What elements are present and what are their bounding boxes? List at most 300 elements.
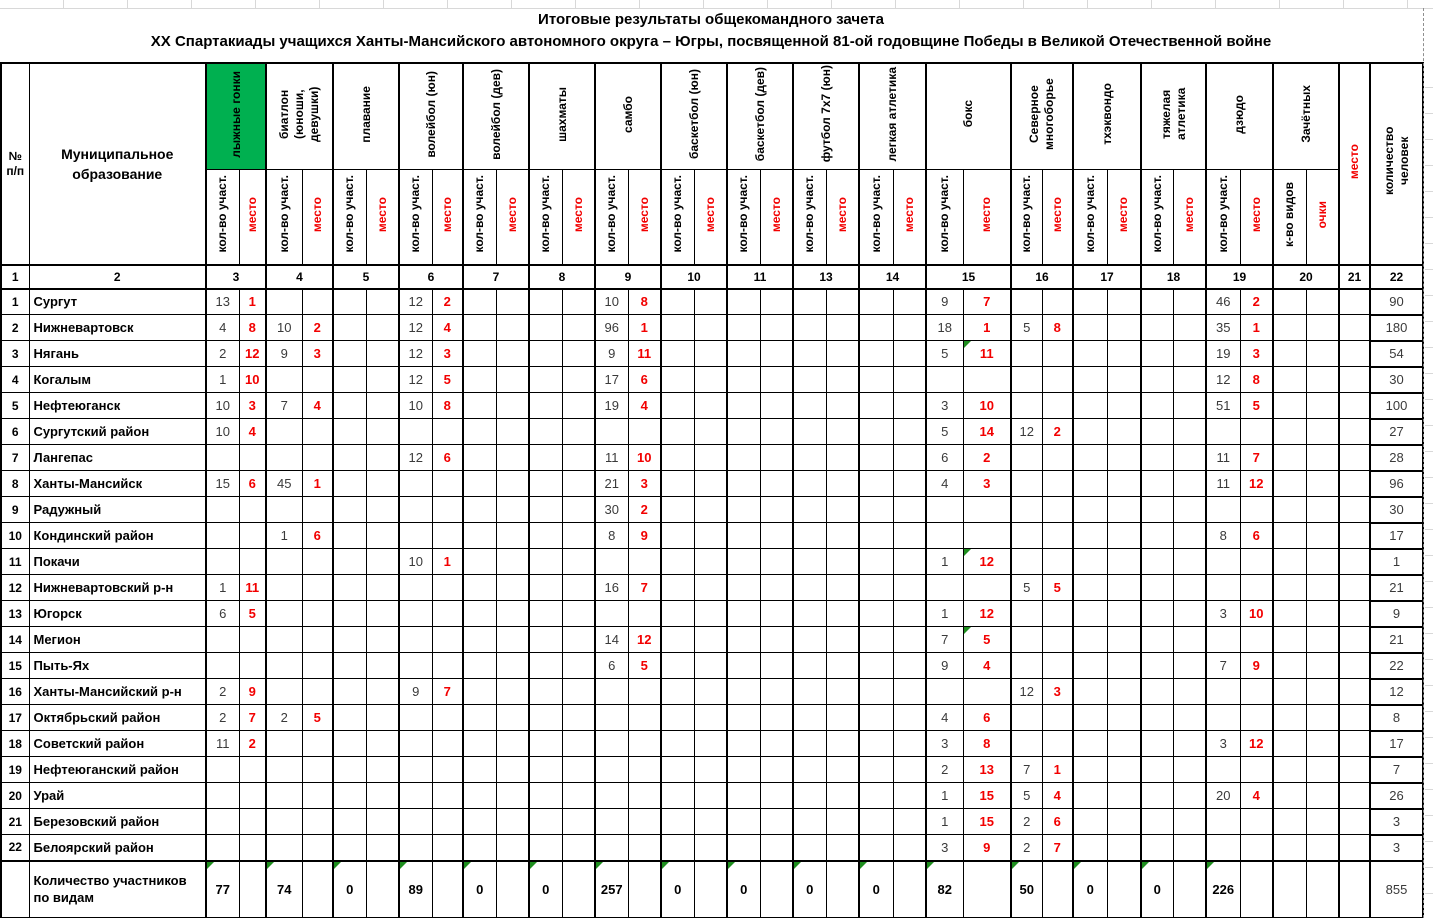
place-cell-swim[interactable] bbox=[366, 445, 399, 471]
count-cell-athletics[interactable] bbox=[859, 315, 893, 341]
count-cell-taekwondo[interactable] bbox=[1073, 549, 1107, 575]
sport-header-north[interactable] bbox=[1011, 63, 1073, 170]
place-cell-biathlon[interactable] bbox=[302, 809, 333, 835]
count-cell-box[interactable] bbox=[926, 471, 963, 497]
zachet-vidov-cell[interactable] bbox=[1273, 471, 1306, 497]
count-cell-ski[interactable] bbox=[206, 523, 239, 549]
count-cell-swim[interactable] bbox=[333, 757, 366, 783]
place-cell-athletics[interactable] bbox=[893, 341, 926, 367]
place-cell-north[interactable] bbox=[1042, 523, 1073, 549]
place-cell-box[interactable] bbox=[963, 601, 1011, 627]
sport-header-volley_m[interactable] bbox=[399, 63, 463, 170]
sport-header-basket_w[interactable] bbox=[727, 63, 793, 170]
count-cell-judo[interactable] bbox=[1206, 393, 1240, 419]
place-cell-judo[interactable] bbox=[1240, 341, 1273, 367]
place-cell-judo[interactable] bbox=[1240, 549, 1273, 575]
place-cell-biathlon[interactable] bbox=[302, 757, 333, 783]
total-count-cell-chess[interactable] bbox=[529, 861, 562, 918]
count-cell-chess[interactable] bbox=[529, 679, 562, 705]
place-cell-volley_m[interactable] bbox=[432, 679, 463, 705]
count-cell-box[interactable] bbox=[926, 627, 963, 653]
total-place-cell-chess[interactable] bbox=[562, 861, 595, 918]
count-cell-box[interactable] bbox=[926, 315, 963, 341]
place-cell-football[interactable] bbox=[826, 601, 859, 627]
place-cell-chess[interactable] bbox=[562, 367, 595, 393]
count-cell-swim[interactable] bbox=[333, 497, 366, 523]
count-cell-volley_m[interactable] bbox=[399, 549, 432, 575]
count-cell-volley_m[interactable] bbox=[399, 783, 432, 809]
zachet-ochki-cell[interactable] bbox=[1306, 419, 1339, 445]
people-count-cell[interactable] bbox=[1370, 783, 1423, 809]
zachet-vidov-cell[interactable] bbox=[1273, 341, 1306, 367]
count-cell-judo[interactable] bbox=[1206, 627, 1240, 653]
place-cell-box[interactable] bbox=[963, 445, 1011, 471]
count-cell-weight[interactable] bbox=[1141, 471, 1173, 497]
count-cell-athletics[interactable] bbox=[859, 393, 893, 419]
total-place-cell-athletics[interactable] bbox=[893, 861, 926, 918]
place-subheader-football[interactable] bbox=[826, 170, 859, 265]
count-cell-weight[interactable] bbox=[1141, 601, 1173, 627]
place-cell-athletics[interactable] bbox=[893, 809, 926, 835]
count-cell-basket_w[interactable] bbox=[727, 757, 760, 783]
count-cell-volley_w[interactable] bbox=[463, 653, 496, 679]
place-cell-weight[interactable] bbox=[1173, 315, 1206, 341]
place-cell-basket_w[interactable] bbox=[760, 445, 793, 471]
place-cell-taekwondo[interactable] bbox=[1107, 523, 1141, 549]
place-cell-volley_w[interactable] bbox=[496, 367, 529, 393]
place-cell-sambo[interactable] bbox=[628, 705, 661, 731]
place-cell-box[interactable] bbox=[963, 627, 1011, 653]
count-cell-box[interactable] bbox=[926, 445, 963, 471]
zachet-header[interactable] bbox=[1273, 63, 1339, 170]
count-cell-biathlon[interactable] bbox=[266, 393, 302, 419]
place-cell-basket_m[interactable] bbox=[694, 627, 727, 653]
place-cell-chess[interactable] bbox=[562, 653, 595, 679]
row-number-cell[interactable] bbox=[1, 393, 29, 419]
count-cell-taekwondo[interactable] bbox=[1073, 627, 1107, 653]
zachet-vidov-cell[interactable] bbox=[1273, 809, 1306, 835]
place-cell-taekwondo[interactable] bbox=[1107, 601, 1141, 627]
zachet-vidov-cell[interactable] bbox=[1273, 861, 1306, 918]
count-cell-biathlon[interactable] bbox=[266, 445, 302, 471]
place-cell-weight[interactable] bbox=[1173, 419, 1206, 445]
column-number[interactable]: 22 bbox=[1370, 265, 1423, 289]
place-cell-taekwondo[interactable] bbox=[1107, 367, 1141, 393]
place-cell-swim[interactable] bbox=[366, 575, 399, 601]
count-cell-ski[interactable] bbox=[206, 471, 239, 497]
count-cell-football[interactable] bbox=[793, 809, 826, 835]
place-cell-weight[interactable] bbox=[1173, 471, 1206, 497]
zachet-vidov-cell[interactable] bbox=[1273, 705, 1306, 731]
count-cell-volley_m[interactable] bbox=[399, 627, 432, 653]
place-cell-taekwondo[interactable] bbox=[1107, 757, 1141, 783]
place-cell-north[interactable] bbox=[1042, 445, 1073, 471]
count-cell-taekwondo[interactable] bbox=[1073, 445, 1107, 471]
place-cell-basket_w[interactable] bbox=[760, 731, 793, 757]
sport-header-volley_w[interactable] bbox=[463, 63, 529, 170]
row-number-cell[interactable] bbox=[1, 419, 29, 445]
people-count-cell[interactable] bbox=[1370, 367, 1423, 393]
place-cell-weight[interactable] bbox=[1173, 341, 1206, 367]
people-count-cell[interactable] bbox=[1370, 523, 1423, 549]
count-cell-biathlon[interactable] bbox=[266, 289, 302, 315]
count-cell-swim[interactable] bbox=[333, 341, 366, 367]
place-cell-box[interactable] bbox=[963, 731, 1011, 757]
zachet-vidov-cell[interactable] bbox=[1273, 289, 1306, 315]
count-cell-biathlon[interactable] bbox=[266, 497, 302, 523]
place-cell-athletics[interactable] bbox=[893, 731, 926, 757]
people-count-cell[interactable] bbox=[1370, 471, 1423, 497]
place-subheader-biathlon[interactable] bbox=[302, 170, 333, 265]
place-cell-biathlon[interactable] bbox=[302, 315, 333, 341]
place-cell-basket_m[interactable] bbox=[694, 705, 727, 731]
zachet-vidov-cell[interactable] bbox=[1273, 731, 1306, 757]
place-cell-swim[interactable] bbox=[366, 393, 399, 419]
place-cell-football[interactable] bbox=[826, 367, 859, 393]
count-cell-weight[interactable] bbox=[1141, 679, 1173, 705]
place-cell-football[interactable] bbox=[826, 289, 859, 315]
count-cell-basket_m[interactable] bbox=[661, 731, 694, 757]
place-cell-north[interactable] bbox=[1042, 679, 1073, 705]
place-cell-sambo[interactable] bbox=[628, 471, 661, 497]
sport-header-athletics[interactable] bbox=[859, 63, 926, 170]
zachet-vidov-cell[interactable] bbox=[1273, 653, 1306, 679]
count-cell-ski[interactable] bbox=[206, 757, 239, 783]
place-cell-football[interactable] bbox=[826, 393, 859, 419]
people-count-cell[interactable] bbox=[1370, 653, 1423, 679]
count-cell-judo[interactable] bbox=[1206, 523, 1240, 549]
count-cell-judo[interactable] bbox=[1206, 289, 1240, 315]
place-cell-north[interactable] bbox=[1042, 705, 1073, 731]
count-cell-weight[interactable] bbox=[1141, 497, 1173, 523]
place-cell-sambo[interactable] bbox=[628, 783, 661, 809]
place-cell-ski[interactable] bbox=[239, 601, 266, 627]
row-number-cell[interactable] bbox=[1, 861, 29, 918]
total-count-cell-weight[interactable] bbox=[1141, 861, 1173, 918]
place-cell-basket_w[interactable] bbox=[760, 341, 793, 367]
zachet-ochki-cell[interactable] bbox=[1306, 315, 1339, 341]
count-cell-taekwondo[interactable] bbox=[1073, 497, 1107, 523]
place-cell-ski[interactable] bbox=[239, 471, 266, 497]
place-cell-sambo[interactable] bbox=[628, 757, 661, 783]
place-cell-basket_m[interactable] bbox=[694, 601, 727, 627]
place-cell-swim[interactable] bbox=[366, 367, 399, 393]
zachet-ochki-cell[interactable] bbox=[1306, 289, 1339, 315]
count-cell-ski[interactable] bbox=[206, 809, 239, 835]
count-subheader-volley_w[interactable] bbox=[463, 170, 496, 265]
count-cell-swim[interactable] bbox=[333, 783, 366, 809]
count-cell-basket_m[interactable] bbox=[661, 835, 694, 861]
count-cell-basket_m[interactable] bbox=[661, 523, 694, 549]
place-cell-box[interactable] bbox=[963, 575, 1011, 601]
zachet-ochki-cell[interactable] bbox=[1306, 575, 1339, 601]
place-cell-biathlon[interactable] bbox=[302, 601, 333, 627]
count-cell-swim[interactable] bbox=[333, 653, 366, 679]
count-cell-taekwondo[interactable] bbox=[1073, 315, 1107, 341]
zachet-ochki-cell[interactable] bbox=[1306, 653, 1339, 679]
place-cell-sambo[interactable] bbox=[628, 497, 661, 523]
people-count-cell[interactable] bbox=[1370, 835, 1423, 861]
place-cell-north[interactable] bbox=[1042, 757, 1073, 783]
count-cell-north[interactable] bbox=[1011, 835, 1042, 861]
count-cell-taekwondo[interactable] bbox=[1073, 575, 1107, 601]
place-cell-judo[interactable] bbox=[1240, 497, 1273, 523]
place-cell-chess[interactable] bbox=[562, 419, 595, 445]
count-cell-chess[interactable] bbox=[529, 393, 562, 419]
count-cell-box[interactable] bbox=[926, 809, 963, 835]
row-number-cell[interactable] bbox=[1, 783, 29, 809]
count-cell-volley_m[interactable] bbox=[399, 393, 432, 419]
count-cell-football[interactable] bbox=[793, 419, 826, 445]
place-overall-cell[interactable] bbox=[1339, 835, 1370, 861]
place-cell-box[interactable] bbox=[963, 679, 1011, 705]
count-cell-judo[interactable] bbox=[1206, 809, 1240, 835]
people-count-cell[interactable] bbox=[1370, 393, 1423, 419]
place-cell-ski[interactable] bbox=[239, 549, 266, 575]
count-cell-chess[interactable] bbox=[529, 783, 562, 809]
count-cell-ski[interactable] bbox=[206, 497, 239, 523]
place-cell-weight[interactable] bbox=[1173, 523, 1206, 549]
count-cell-north[interactable] bbox=[1011, 809, 1042, 835]
count-cell-weight[interactable] bbox=[1141, 757, 1173, 783]
count-cell-biathlon[interactable] bbox=[266, 601, 302, 627]
count-cell-north[interactable] bbox=[1011, 783, 1042, 809]
total-place-cell-football[interactable] bbox=[826, 861, 859, 918]
count-cell-football[interactable] bbox=[793, 783, 826, 809]
count-cell-basket_m[interactable] bbox=[661, 627, 694, 653]
place-cell-volley_w[interactable] bbox=[496, 497, 529, 523]
place-cell-sambo[interactable] bbox=[628, 653, 661, 679]
place-cell-chess[interactable] bbox=[562, 315, 595, 341]
place-cell-north[interactable] bbox=[1042, 549, 1073, 575]
place-cell-basket_w[interactable] bbox=[760, 289, 793, 315]
count-cell-volley_w[interactable] bbox=[463, 445, 496, 471]
place-cell-basket_w[interactable] bbox=[760, 393, 793, 419]
place-cell-basket_m[interactable] bbox=[694, 497, 727, 523]
place-cell-ski[interactable] bbox=[239, 809, 266, 835]
place-cell-weight[interactable] bbox=[1173, 731, 1206, 757]
place-cell-volley_m[interactable] bbox=[432, 653, 463, 679]
municipality-cell[interactable] bbox=[29, 731, 206, 757]
count-cell-basket_w[interactable] bbox=[727, 835, 760, 861]
place-cell-sambo[interactable] bbox=[628, 809, 661, 835]
place-cell-biathlon[interactable] bbox=[302, 549, 333, 575]
count-cell-volley_w[interactable] bbox=[463, 601, 496, 627]
municipality-cell[interactable] bbox=[29, 419, 206, 445]
count-cell-athletics[interactable] bbox=[859, 679, 893, 705]
zachet-ochki-cell[interactable] bbox=[1306, 471, 1339, 497]
place-cell-volley_m[interactable] bbox=[432, 315, 463, 341]
count-cell-volley_w[interactable] bbox=[463, 757, 496, 783]
count-cell-basket_w[interactable] bbox=[727, 393, 760, 419]
count-cell-weight[interactable] bbox=[1141, 809, 1173, 835]
place-cell-volley_w[interactable] bbox=[496, 289, 529, 315]
count-cell-football[interactable] bbox=[793, 497, 826, 523]
municipality-cell[interactable] bbox=[29, 289, 206, 315]
place-cell-judo[interactable] bbox=[1240, 627, 1273, 653]
column-number[interactable]: 20 bbox=[1273, 265, 1339, 289]
place-overall-cell[interactable] bbox=[1339, 367, 1370, 393]
count-cell-taekwondo[interactable] bbox=[1073, 679, 1107, 705]
count-cell-volley_w[interactable] bbox=[463, 809, 496, 835]
place-cell-biathlon[interactable] bbox=[302, 471, 333, 497]
people-count-cell[interactable] bbox=[1370, 601, 1423, 627]
count-cell-weight[interactable] bbox=[1141, 549, 1173, 575]
column-number[interactable]: 15 bbox=[926, 265, 1011, 289]
count-cell-judo[interactable] bbox=[1206, 497, 1240, 523]
count-cell-sambo[interactable] bbox=[595, 523, 628, 549]
total-count-cell-volley_m[interactable] bbox=[399, 861, 432, 918]
count-cell-basket_w[interactable] bbox=[727, 445, 760, 471]
count-subheader-weight[interactable] bbox=[1141, 170, 1173, 265]
zachet-vidov-cell[interactable] bbox=[1273, 601, 1306, 627]
place-cell-box[interactable] bbox=[963, 523, 1011, 549]
place-cell-basket_w[interactable] bbox=[760, 523, 793, 549]
count-cell-basket_w[interactable] bbox=[727, 731, 760, 757]
count-cell-swim[interactable] bbox=[333, 471, 366, 497]
place-subheader-basket_m[interactable] bbox=[694, 170, 727, 265]
place-cell-biathlon[interactable] bbox=[302, 653, 333, 679]
count-cell-sambo[interactable] bbox=[595, 445, 628, 471]
place-cell-basket_m[interactable] bbox=[694, 445, 727, 471]
place-cell-sambo[interactable] bbox=[628, 289, 661, 315]
column-number[interactable]: 11 bbox=[727, 265, 793, 289]
place-cell-sambo[interactable] bbox=[628, 315, 661, 341]
count-cell-box[interactable] bbox=[926, 783, 963, 809]
count-cell-volley_m[interactable] bbox=[399, 575, 432, 601]
count-cell-taekwondo[interactable] bbox=[1073, 783, 1107, 809]
place-cell-basket_m[interactable] bbox=[694, 653, 727, 679]
place-cell-chess[interactable] bbox=[562, 705, 595, 731]
count-cell-weight[interactable] bbox=[1141, 445, 1173, 471]
place-cell-sambo[interactable] bbox=[628, 731, 661, 757]
count-cell-biathlon[interactable] bbox=[266, 627, 302, 653]
place-cell-volley_w[interactable] bbox=[496, 757, 529, 783]
place-cell-basket_w[interactable] bbox=[760, 757, 793, 783]
count-cell-biathlon[interactable] bbox=[266, 835, 302, 861]
row-number-cell[interactable] bbox=[1, 575, 29, 601]
column-number[interactable]: 9 bbox=[595, 265, 661, 289]
count-cell-swim[interactable] bbox=[333, 705, 366, 731]
count-cell-judo[interactable] bbox=[1206, 783, 1240, 809]
place-cell-weight[interactable] bbox=[1173, 497, 1206, 523]
count-subheader-sambo[interactable] bbox=[595, 170, 628, 265]
place-cell-basket_m[interactable] bbox=[694, 341, 727, 367]
count-cell-ski[interactable] bbox=[206, 653, 239, 679]
zachet-vidov-cell[interactable] bbox=[1273, 679, 1306, 705]
count-cell-north[interactable] bbox=[1011, 757, 1042, 783]
place-cell-ski[interactable] bbox=[239, 497, 266, 523]
total-place-cell-weight[interactable] bbox=[1173, 861, 1206, 918]
place-cell-volley_w[interactable] bbox=[496, 809, 529, 835]
count-cell-football[interactable] bbox=[793, 341, 826, 367]
place-cell-judo[interactable] bbox=[1240, 393, 1273, 419]
place-cell-weight[interactable] bbox=[1173, 393, 1206, 419]
place-cell-weight[interactable] bbox=[1173, 679, 1206, 705]
place-cell-chess[interactable] bbox=[562, 289, 595, 315]
place-cell-weight[interactable] bbox=[1173, 627, 1206, 653]
place-cell-volley_m[interactable] bbox=[432, 705, 463, 731]
place-overall-cell[interactable] bbox=[1339, 445, 1370, 471]
count-cell-weight[interactable] bbox=[1141, 393, 1173, 419]
count-cell-football[interactable] bbox=[793, 523, 826, 549]
place-cell-basket_m[interactable] bbox=[694, 289, 727, 315]
place-cell-chess[interactable] bbox=[562, 575, 595, 601]
total-count-cell-biathlon[interactable] bbox=[266, 861, 302, 918]
column-number[interactable]: 3 bbox=[206, 265, 266, 289]
sport-header-weight[interactable] bbox=[1141, 63, 1206, 170]
place-cell-judo[interactable] bbox=[1240, 289, 1273, 315]
municipality-cell[interactable] bbox=[29, 445, 206, 471]
place-cell-basket_m[interactable] bbox=[694, 471, 727, 497]
place-cell-volley_w[interactable] bbox=[496, 419, 529, 445]
count-cell-box[interactable] bbox=[926, 549, 963, 575]
count-cell-judo[interactable] bbox=[1206, 341, 1240, 367]
people-count-cell[interactable] bbox=[1370, 341, 1423, 367]
count-cell-volley_w[interactable] bbox=[463, 523, 496, 549]
count-cell-basket_m[interactable] bbox=[661, 679, 694, 705]
place-cell-judo[interactable] bbox=[1240, 809, 1273, 835]
total-count-cell-ski[interactable] bbox=[206, 861, 239, 918]
municipality-cell[interactable] bbox=[29, 393, 206, 419]
place-subheader-volley_m[interactable] bbox=[432, 170, 463, 265]
count-cell-basket_m[interactable] bbox=[661, 783, 694, 809]
place-subheader-ski[interactable] bbox=[239, 170, 266, 265]
zachet-ochki-cell[interactable] bbox=[1306, 523, 1339, 549]
count-cell-basket_m[interactable] bbox=[661, 601, 694, 627]
place-overall-cell[interactable] bbox=[1339, 419, 1370, 445]
count-cell-football[interactable] bbox=[793, 289, 826, 315]
zachet-ochki-cell[interactable] bbox=[1306, 445, 1339, 471]
place-cell-chess[interactable] bbox=[562, 757, 595, 783]
place-cell-football[interactable] bbox=[826, 679, 859, 705]
place-cell-judo[interactable] bbox=[1240, 783, 1273, 809]
place-cell-taekwondo[interactable] bbox=[1107, 341, 1141, 367]
place-cell-judo[interactable] bbox=[1240, 471, 1273, 497]
place-cell-sambo[interactable] bbox=[628, 627, 661, 653]
count-cell-swim[interactable] bbox=[333, 419, 366, 445]
total-count-cell-athletics[interactable] bbox=[859, 861, 893, 918]
row-number-header[interactable] bbox=[1, 63, 29, 265]
count-cell-judo[interactable] bbox=[1206, 445, 1240, 471]
place-cell-chess[interactable] bbox=[562, 497, 595, 523]
place-cell-weight[interactable] bbox=[1173, 575, 1206, 601]
place-cell-football[interactable] bbox=[826, 705, 859, 731]
place-cell-swim[interactable] bbox=[366, 471, 399, 497]
count-cell-sambo[interactable] bbox=[595, 731, 628, 757]
count-cell-basket_m[interactable] bbox=[661, 419, 694, 445]
place-cell-weight[interactable] bbox=[1173, 653, 1206, 679]
place-cell-basket_w[interactable] bbox=[760, 367, 793, 393]
people-count-cell[interactable] bbox=[1370, 549, 1423, 575]
count-cell-volley_w[interactable] bbox=[463, 783, 496, 809]
place-cell-athletics[interactable] bbox=[893, 419, 926, 445]
place-cell-football[interactable] bbox=[826, 653, 859, 679]
count-cell-swim[interactable] bbox=[333, 575, 366, 601]
count-cell-taekwondo[interactable] bbox=[1073, 601, 1107, 627]
place-cell-chess[interactable] bbox=[562, 601, 595, 627]
place-cell-taekwondo[interactable] bbox=[1107, 289, 1141, 315]
place-cell-ski[interactable] bbox=[239, 315, 266, 341]
count-cell-weight[interactable] bbox=[1141, 367, 1173, 393]
count-cell-judo[interactable] bbox=[1206, 757, 1240, 783]
count-cell-box[interactable] bbox=[926, 835, 963, 861]
count-cell-basket_w[interactable] bbox=[727, 315, 760, 341]
count-cell-weight[interactable] bbox=[1141, 315, 1173, 341]
place-cell-ski[interactable] bbox=[239, 627, 266, 653]
place-cell-basket_m[interactable] bbox=[694, 393, 727, 419]
count-cell-north[interactable] bbox=[1011, 289, 1042, 315]
